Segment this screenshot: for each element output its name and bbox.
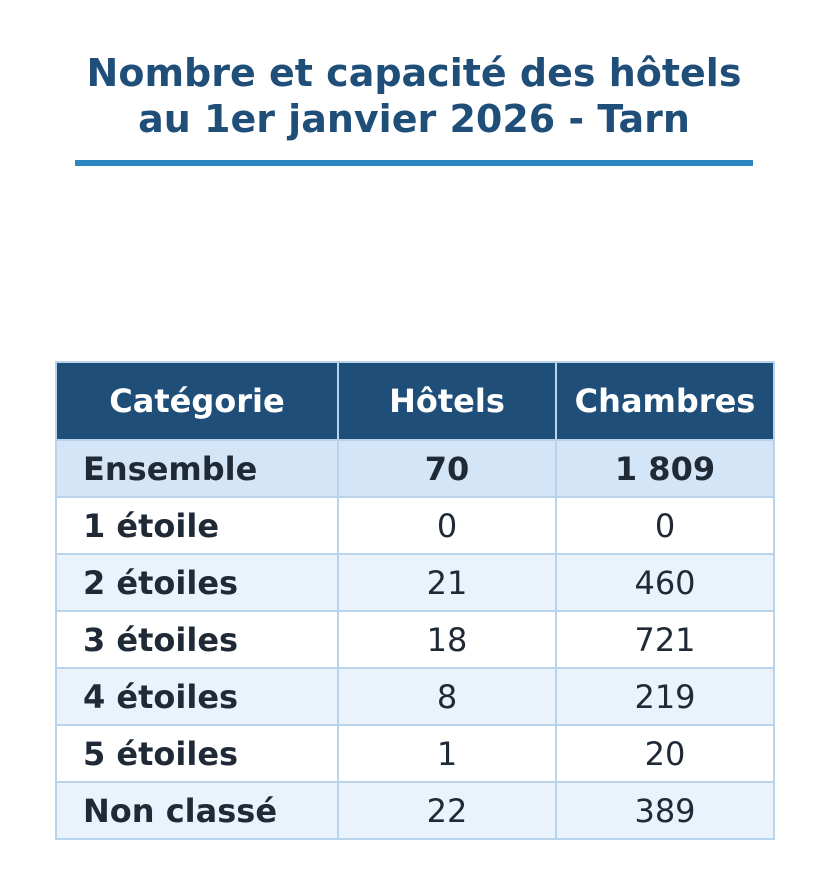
chambres-cell: 721 — [556, 611, 774, 668]
table-row-ensemble — [56, 440, 774, 497]
table-row-4-etoiles — [56, 668, 774, 725]
hotels-cell: 22 — [338, 782, 556, 839]
hotel-capacity-table — [55, 361, 775, 840]
row-label: 4 étoiles — [56, 668, 338, 725]
column-header-hotels: Hôtels — [338, 362, 556, 440]
title-line-1: Nombre et capacité des hôtels — [86, 51, 742, 95]
hotels-cell: 18 — [338, 611, 556, 668]
title-line-2: au 1er janvier 2026 - Tarn — [138, 97, 690, 141]
hotels-cell: 8 — [338, 668, 556, 725]
table-row-3-etoiles — [56, 611, 774, 668]
chambres-cell: 20 — [556, 725, 774, 782]
column-header-chambres: Chambres — [556, 362, 774, 440]
hotels-cell: 0 — [338, 497, 556, 554]
title-underline — [75, 160, 753, 166]
row-label: 2 étoiles — [56, 554, 338, 611]
table-header-row — [56, 362, 774, 440]
hotels-cell: 21 — [338, 554, 556, 611]
row-label: Non classé — [56, 782, 338, 839]
chambres-cell: 460 — [556, 554, 774, 611]
table-row-non-classe — [56, 782, 774, 839]
row-label: Ensemble — [56, 440, 338, 497]
chambres-cell: 1 809 — [556, 440, 774, 497]
column-header-categorie: Catégorie — [56, 362, 338, 440]
row-label: 5 étoiles — [56, 725, 338, 782]
table-row-5-etoiles — [56, 725, 774, 782]
hotels-cell: 1 — [338, 725, 556, 782]
hotels-cell: 70 — [338, 440, 556, 497]
chambres-cell: 0 — [556, 497, 774, 554]
row-label: 1 étoile — [56, 497, 338, 554]
table-row-1-etoile — [56, 497, 774, 554]
chart-title — [0, 50, 828, 142]
row-label: 3 étoiles — [56, 611, 338, 668]
chambres-cell: 219 — [556, 668, 774, 725]
chambres-cell: 389 — [556, 782, 774, 839]
table-row-2-etoiles — [56, 554, 774, 611]
